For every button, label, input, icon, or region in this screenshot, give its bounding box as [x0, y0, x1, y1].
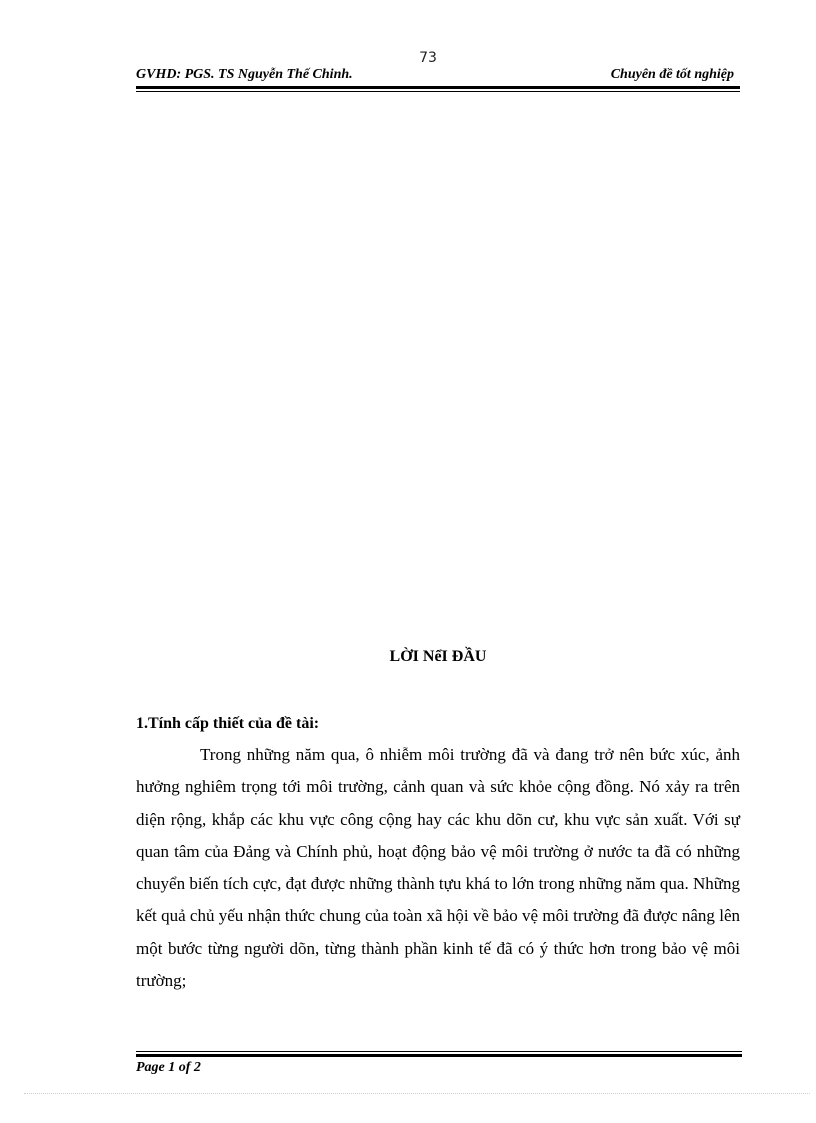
footer-page-count: Page 1 of 2 [136, 1060, 201, 1075]
page-bottom-edge [24, 1093, 810, 1094]
header-divider-thick [136, 86, 740, 89]
page-header [136, 67, 740, 87]
body-paragraph: Trong những năm qua, ô nhiễm môi trường đã và đang trở nên bức xúc, ảnh hưởng nghiêm trọng tới môi trường, cảnh quan và sức khỏe cộng đồng. Nó xảy ra trên diện rộng, khắp các khu vực công cộng hay các khu dõn cư, khu vực sản xuất. Với sự quan tâm của Đảng và Chính phủ, hoạt động bảo vệ môi trường ở nước ta đã có những chuyển biến tích cực, đạt được những thành tựu khá to lớn trong những năm qua. Những kết quả chủ yếu nhận thức chung của toàn xã hội về bảo vệ môi trường đã được nâng lên một bước từng người dõn, từng thành phần kinh tế đã có ý thức hơn trong bảo vệ môi trường; [136, 745, 740, 991]
header-document-type: Chuyên đề tốt nghiệp [610, 67, 734, 82]
footer-divider-thick [136, 1054, 742, 1057]
header-divider-thin [136, 91, 740, 92]
section-heading: 1.Tính cấp thiết của đề tài: [136, 715, 320, 732]
header-supervisor: GVHD: PGS. TS Nguyễn Thế Chinh. [136, 67, 353, 82]
footer-divider-thin [136, 1051, 742, 1052]
document-title: LỜI NểI ĐẦU [389, 648, 487, 665]
page-number: 73 [419, 50, 437, 66]
